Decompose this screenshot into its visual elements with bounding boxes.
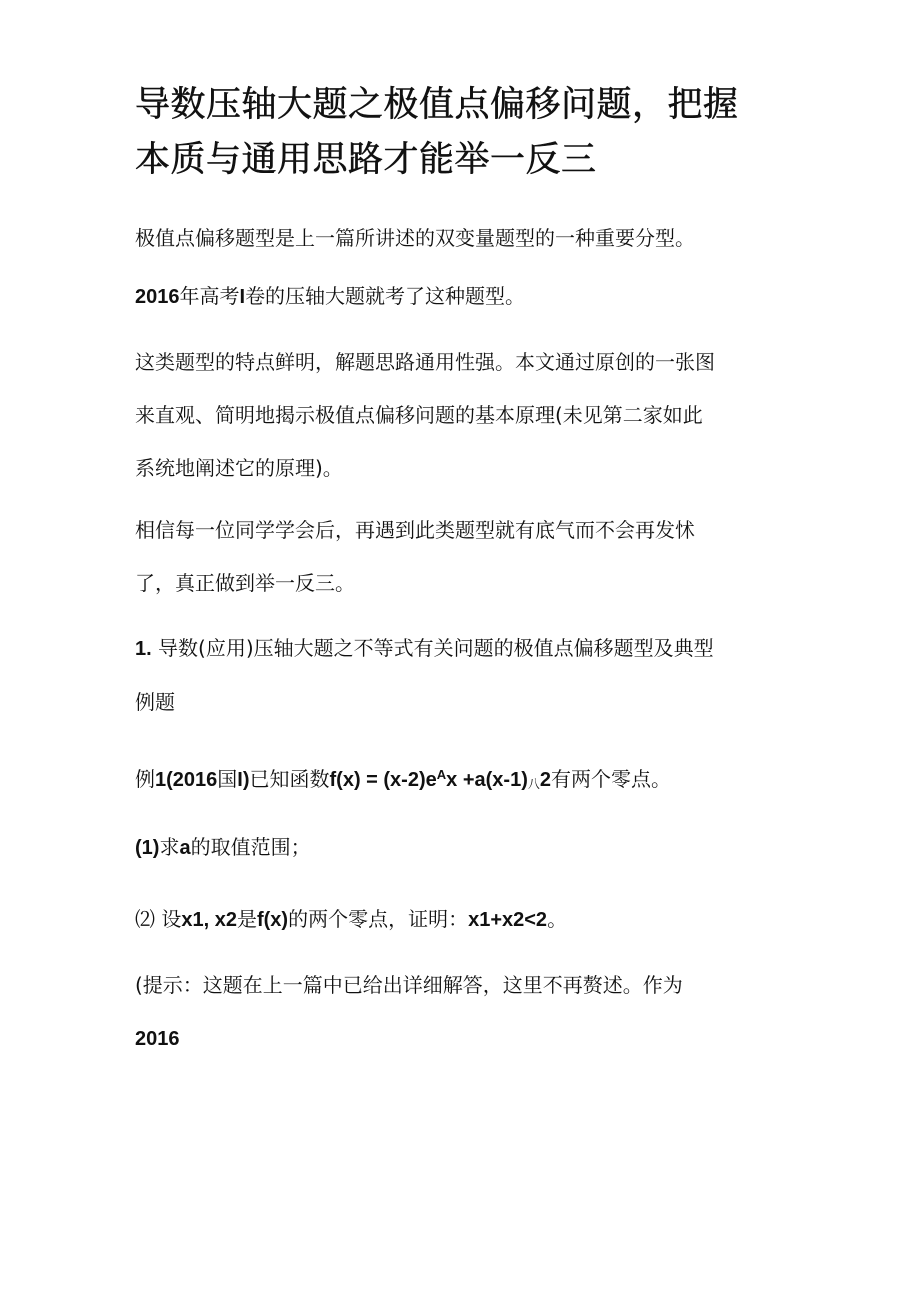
document-title: [135, 78, 795, 188]
paragraph-text: 卷的压轴大题就考了这种题型。: [245, 284, 526, 308]
section-heading-line: 例题: [135, 690, 175, 714]
question-2: [135, 893, 775, 947]
hint-year: 2016: [135, 1028, 180, 1050]
example-prefix: 例: [135, 767, 155, 791]
roman-numeral: I: [239, 286, 246, 308]
formula-part: f(x) = (x-2)e: [329, 769, 437, 791]
question-text: 的取值范围；: [190, 835, 311, 859]
formula-part: x +a(x-1): [446, 769, 528, 791]
intro-paragraph-2: [135, 270, 775, 324]
paragraph-text: 极值点偏移题型是上一篇所讲述的双变量题型的一种重要分型。: [135, 226, 695, 250]
paragraph-line: 系统地阐述它的原理)。: [135, 456, 343, 480]
question-text: 的两个零点，证明：: [288, 907, 469, 931]
section-heading: [135, 622, 775, 729]
function: f(x): [256, 909, 289, 931]
paragraph-line: 这类题型的特点鲜明，解题思路通用性强。本文通过原创的一张图: [135, 350, 715, 374]
variable: a: [179, 837, 191, 859]
example-intro: 已知函数: [249, 767, 330, 791]
formula-part: 2: [539, 769, 551, 791]
intro-paragraph-4: [135, 504, 775, 610]
question-number: ⑵: [135, 907, 155, 931]
paragraph-line: 了，真正做到举一反三。: [135, 571, 355, 595]
intro-paragraph-3: [135, 336, 775, 495]
intro-paragraph-1: [135, 212, 775, 265]
question-text: 。: [547, 907, 568, 931]
section-number: 1.: [135, 638, 152, 660]
paragraph-line: 来直观、简明地揭示极值点偏移问题的基本原理(未见第二家如此: [135, 403, 703, 427]
example-roman: I): [237, 769, 250, 791]
example-tail: 有两个零点。: [551, 767, 671, 791]
question-text: 设: [155, 907, 182, 931]
formula-caret: A: [436, 767, 447, 782]
example-country: 国: [217, 767, 238, 791]
hint-line: (提示：这题在上一篇中已给出详细解答，这里不再赘述。作为: [135, 973, 683, 997]
question-number: (1): [135, 837, 160, 859]
question-text: 是: [236, 907, 257, 931]
example-statement: [135, 748, 775, 811]
question-text: 求: [159, 835, 180, 859]
formula-caret: 八: [527, 777, 540, 791]
hint-paragraph: [135, 959, 775, 1066]
year-text: 2016: [135, 286, 180, 308]
variable: x1, x2: [181, 909, 237, 931]
example-label: 1(2016: [155, 769, 218, 791]
inequality: x1+x2<2: [468, 909, 548, 931]
question-1: [135, 821, 775, 875]
paragraph-text: 年高考: [179, 284, 240, 308]
section-heading-line: 导数(应用)压轴大题之不等式有关问题的极值点偏移题型及典型: [151, 636, 714, 660]
title-line-2: 本质与通用思路才能举一反三: [135, 140, 597, 180]
title-line-1: 导数压轴大题之极值点偏移问题，把握: [135, 85, 739, 125]
paragraph-line: 相信每一位同学学会后，再遇到此类题型就有底气而不会再发怵: [135, 518, 695, 542]
